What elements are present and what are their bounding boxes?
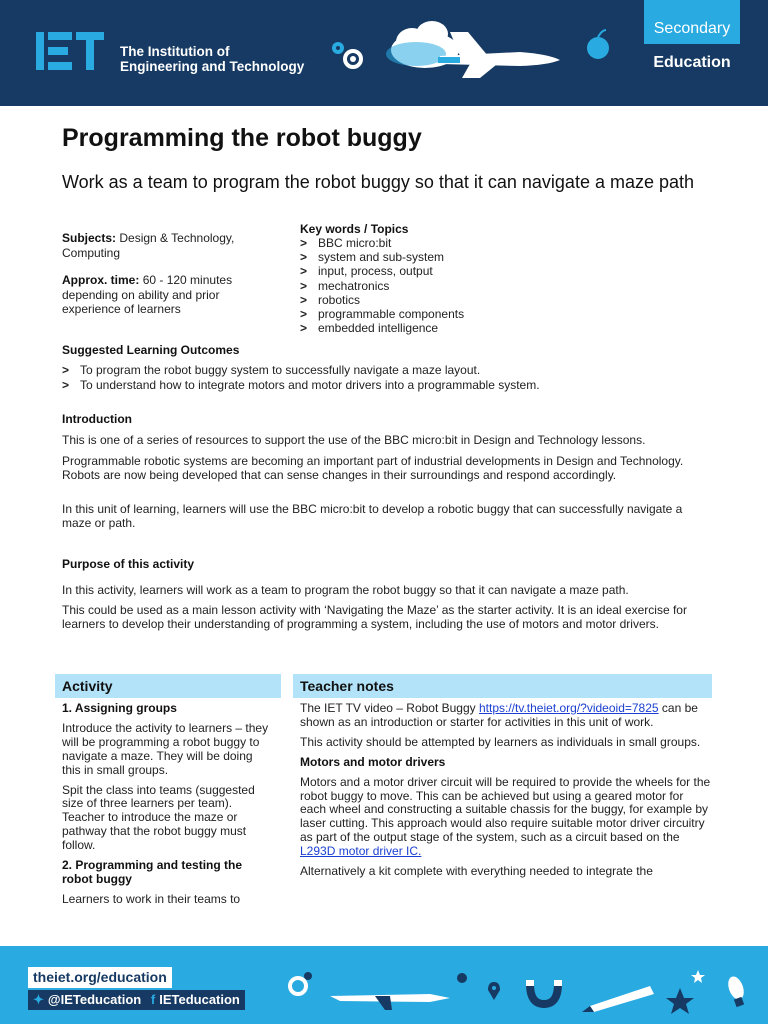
activity-header: Activity (55, 674, 281, 698)
facebook-handle[interactable]: IETeducation (159, 992, 240, 1007)
step-2-paragraph-1: Learners to work in their teams to (62, 891, 241, 906)
keyword-item: > input, process, output (300, 264, 464, 278)
page-header (0, 0, 768, 106)
twitter-icon: ✦ (33, 992, 44, 1007)
introduction-heading: Introduction (62, 412, 132, 426)
airplane-icon (330, 994, 450, 1010)
step-2-title: 2. Programming and testing the robot buggy (62, 858, 243, 886)
teacher-notes-paragraph-1: The IET TV video – Robot Buggy https://tv.theiet.org/?videoid=7825 can be shown as an introduction or starter for activities in this unit of work. (300, 701, 698, 729)
step-1-paragraph-2: Spit the class into teams (suggested size of three learners per team). Teacher to introduce the maze or pathway that the robot buggy must follow. (62, 782, 255, 853)
secondary-badge: Secondary (644, 0, 740, 44)
twitter-handle[interactable]: @IETeducation (47, 992, 142, 1007)
keyword-item: > BBC micro:bit (300, 236, 464, 250)
gears-icon (332, 42, 361, 67)
outcome-item: > To understand how to integrate motors and motor drivers into a programmable system. (62, 378, 540, 393)
lightbulb-icon (725, 974, 746, 1007)
teacher-notes-header: Teacher notes (293, 674, 712, 698)
teacher-notes-paragraph-3: Motors and a motor driver circuit will be required to provide the wheels for the robot buggy to move. This can be achieved but using a geared motor for each wheel and constructing a suitable chassis for the buggy, for example by laser cutting. This approach would also require suitable motor driver circuitry as part of the output stage of the system, such as a circuit based on the L293D motor driver IC. (300, 774, 711, 859)
keyword-item: > system and sub-system (300, 250, 464, 264)
keyword-item: > mechatronics (300, 279, 464, 293)
page-title: Programming the robot buggy (62, 124, 422, 152)
outcomes-heading: Suggested Learning Outcomes (62, 343, 240, 357)
location-pin-icon (457, 973, 500, 1000)
teacher-notes-column (300, 702, 712, 885)
outcomes-list (62, 363, 540, 392)
apple-icon (587, 30, 609, 59)
footer-illustration (280, 954, 760, 1024)
time-value: 60 - 120 minutes depending on ability and prior experience of learners (62, 273, 233, 316)
video-link[interactable]: https://tv.theiet.org/?videoid=7825 (479, 701, 659, 715)
purpose-paragraph-1: In this activity, learners will work as a team to program the robot buggy so that it can navigate a maze path. (62, 583, 629, 597)
outcome-item: > To program the robot buggy system to successfully navigate a maze layout. (62, 363, 540, 378)
keyword-item: > robotics (300, 293, 464, 307)
teacher-notes-paragraph-2: This activity should be attempted by learners as individuals in small groups. (300, 734, 701, 749)
education-label: Education (653, 54, 731, 71)
facebook-icon: f (150, 992, 156, 1007)
keywords-list (300, 236, 464, 335)
page-subtitle: Work as a team to program the robot buggy so that it can navigate a maze path (62, 172, 695, 192)
l293d-link[interactable]: L293D motor driver IC. (300, 844, 422, 859)
iet-logo (36, 32, 104, 70)
keyword-item: > embedded intelligence (300, 321, 464, 335)
star-icon (666, 970, 705, 1014)
introduction-paragraph-1: This is one of a series of resources to support the use of the BBC micro:bit in Design and Technology lessons. (62, 433, 646, 447)
time-label: Approx. time: (62, 273, 140, 287)
magnet-icon (526, 980, 562, 1004)
footer-social (28, 990, 245, 1010)
gear-icon (290, 972, 312, 994)
pencil-icon (582, 986, 654, 1012)
org-name: The Institution of Engineering and Technology (120, 44, 305, 74)
activity-column (62, 702, 272, 913)
purpose-paragraph-2: This could be used as a main lesson activity with ‘Navigating the Maze’ as the starter activity. It is an ideal exercise for learners to develop their understanding of programming a system, including the use of motors and motor drivers. (62, 603, 687, 632)
subjects-value: Design & Technology, Computing (62, 231, 235, 260)
page-footer (0, 946, 768, 1024)
subjects-block (62, 231, 272, 260)
introduction-paragraph-2: Programmable robotic systems are becoming an important part of industrial developments in Design and Technology. Robots are now being developed that can sense changes in their surroundings and respond accordingly. (62, 454, 684, 483)
motors-subheading: Motors and motor drivers (300, 754, 446, 769)
introduction-paragraph-3: In this unit of learning, learners will use the BBC micro:bit to develop a robotic buggy that can successfully navigate a maze or path. (62, 502, 683, 531)
keywords-title: Key words / Topics (300, 222, 409, 236)
step-1-title: 1. Assigning groups (62, 701, 177, 715)
time-block (62, 273, 272, 317)
subjects-label: Subjects: (62, 231, 117, 245)
header-illustration (320, 20, 620, 90)
keyword-item: > programmable components (300, 307, 464, 321)
footer-url[interactable]: theiet.org/education (28, 967, 172, 988)
teacher-notes-paragraph-4: Alternatively a kit complete with everything needed to integrate the (300, 864, 653, 879)
step-1-paragraph-1: Introduce the activity to learners – they will be programming a robot buggy to navigate a maze. They will be doing this in small groups. (62, 720, 269, 777)
purpose-heading: Purpose of this activity (62, 557, 195, 571)
